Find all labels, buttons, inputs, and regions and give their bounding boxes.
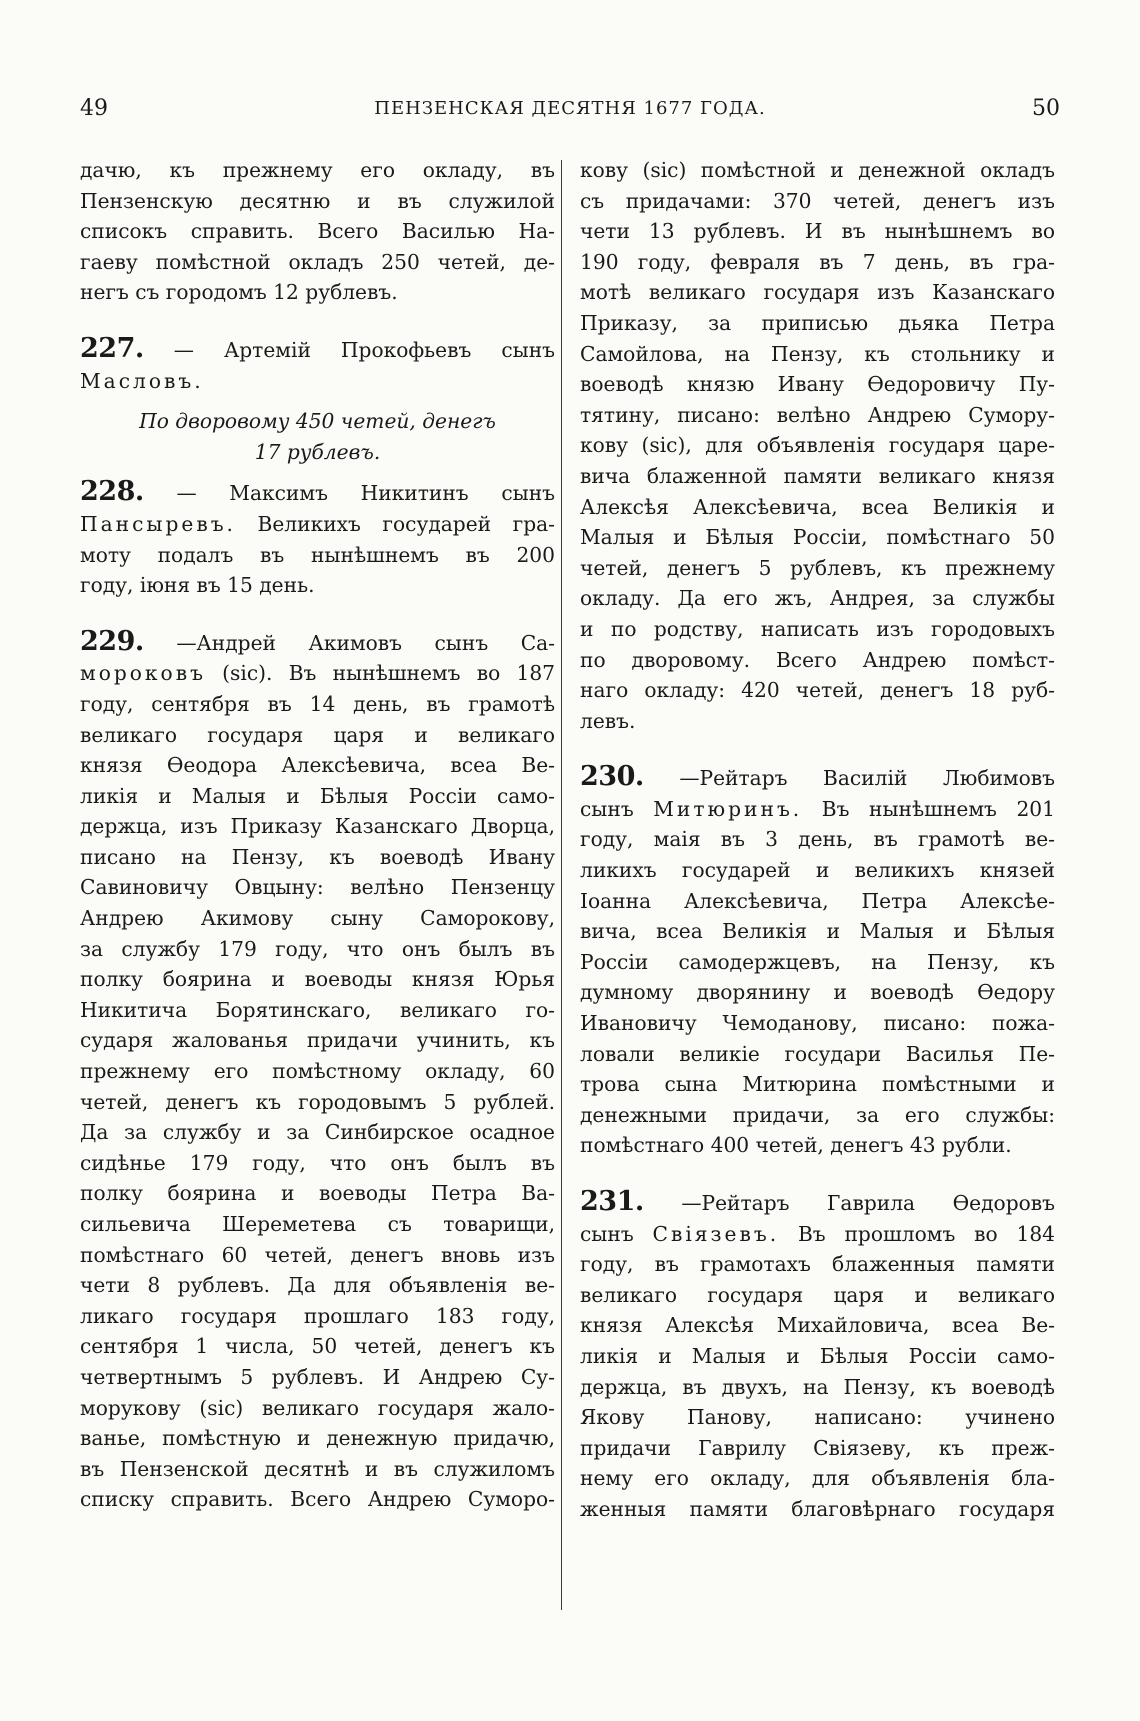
text-line: великаго государя царя и великаго (580, 1282, 1055, 1307)
text-line: году, іюня въ 15 день. (80, 573, 315, 598)
entry-body (580, 1249, 1055, 1524)
text-line: ликія и Малыя и Бѣлыя Россіи само- (80, 783, 555, 808)
entry-heading: —Рейтаръ Василій Любимовъ (679, 766, 1055, 791)
text-line: Якову Панову, написано: учинено (580, 1405, 1055, 1430)
text-line: ликія и Малыя и Бѣлыя Россіи само- (580, 1343, 1055, 1368)
text-line: тятину, писано: велѣно Андрею Сумору- (580, 402, 1055, 427)
entry-228 (80, 477, 555, 600)
text-line: наго окладу: 420 четей, денегъ 18 руб- (580, 678, 1055, 703)
column-divider (561, 160, 562, 1610)
continuation-paragraph (580, 155, 1055, 736)
entry-number: 228. (80, 476, 144, 508)
text-line: помѣстнаго 400 четей, денегъ 43 рубли. (580, 1133, 1012, 1158)
text-line: Іоанна Алексѣевича, Петра Алексѣе- (580, 888, 1055, 913)
text-line: списку справить. Всего Андрею Суморо- (80, 1487, 555, 1512)
entry-note: По дворовому 450 четей, денегъ (139, 409, 496, 434)
entry-230 (580, 762, 1055, 1161)
text-line: Приказу, за приписью дьяка Петра (580, 310, 1055, 335)
text-line: кову (sic) помѣстной и денежной окладъ (580, 158, 1055, 182)
intro-paragraph (80, 155, 555, 308)
text-line: ловали великіе государи Василья Пе- (580, 1041, 1055, 1066)
text-line: писано на Пензу, къ воеводѣ Ивану (80, 844, 555, 869)
text-line: Россіи самодержцевъ, на Пензу, къ (580, 949, 1055, 974)
entry-text: сынъ (580, 796, 634, 821)
text-line: ванье, помѣстную и денежную придачю, (80, 1426, 555, 1451)
entry-surname: Панcырeвъ. (80, 511, 236, 536)
entry-number: 229. (80, 625, 144, 657)
entry-surname: Митюринъ. (653, 796, 803, 821)
text-line: кову (sic), для объявленія государя царе- (580, 433, 1055, 458)
text-line: полку боярина и воеводы князя Юрья (80, 967, 555, 992)
text-line: гаеву помѣстной окладъ 250 четей, де- (80, 249, 555, 274)
entry-heading: —Рейтаръ Гаврила Ѳедоровъ (681, 1191, 1055, 1215)
text-line: четей, денегъ къ городовымъ 5 рублей. (80, 1089, 555, 1114)
text-line: прежнему его помѣстному окладу, 60 (80, 1059, 555, 1084)
entry-note: 17 рублевъ. (254, 439, 381, 464)
text-line: году, маія въ 3 день, въ грамотѣ ве- (580, 827, 1055, 852)
entry-heading: —Андрей Акимовъ сынъ Са- (176, 630, 556, 655)
running-header (80, 96, 1060, 132)
text-line: воеводѣ князю Ивану Ѳедоровичу Пу- (580, 372, 1055, 397)
text-line: ликаго государя прошлаго 183 году, (80, 1303, 555, 1328)
text-line: и по родству, написать изъ городовыхъ (580, 616, 1055, 641)
text-line: вича блаженной памяти великаго князя (580, 463, 1055, 488)
text-line: думному дворянину и воеводѣ Ѳедору (580, 980, 1055, 1005)
text-line: 190 году, февраля въ 7 день, въ гра- (580, 249, 1055, 274)
entry-heading: — Артемій Прокофьевъ сынъ (173, 337, 556, 362)
entry-surname: Масловъ. (80, 368, 204, 393)
text-line: денежными придачи, за его службы: (580, 1102, 1055, 1127)
text-line: сентября 1 числа, 50 четей, денегъ къ (80, 1334, 555, 1359)
entry-heading: — Максимъ Никитинъ сынъ (176, 481, 555, 506)
text-line: негъ съ городомъ 12 рублевъ. (80, 280, 398, 305)
text-line: моту подалъ въ нынѣшнемъ въ 200 (80, 542, 555, 567)
page-number-right: 50 (1032, 96, 1060, 121)
entry-227 (80, 334, 555, 467)
text-line: держца, изъ Приказу Казанскаго Дворца, (80, 814, 555, 839)
entry-231 (580, 1187, 1055, 1525)
text-line: Савиновичу Овцыну: велѣно Пензенцу (80, 875, 555, 900)
left-column (80, 155, 555, 1515)
text-line: сидѣнье 179 году, что онъ былъ въ (80, 1150, 555, 1175)
text-line: князя Ѳеодора Алексѣевича, всеа Ве- (80, 753, 555, 778)
page-number-left: 49 (80, 96, 108, 121)
entry-surname: Свіязевъ. (652, 1221, 780, 1246)
text-line: по дворовому. Всего Андрею помѣст- (580, 647, 1055, 672)
text-line: съ придачами: 370 четей, денегъ изъ (580, 188, 1055, 213)
entry-text: (sic). Въ нынѣшнемъ во 187 (222, 661, 556, 686)
text-line: году, сентября въ 14 день, въ грамотѣ (80, 691, 555, 716)
text-line: за службу 179 году, что онъ былъ въ (80, 936, 555, 961)
text-line: сильевича Шереметева съ товарищи, (80, 1212, 555, 1236)
text-line: великаго государя царя и великаго (80, 722, 555, 747)
text-line: держца, въ двухъ, на Пензу, къ воеводѣ (580, 1374, 1055, 1399)
text-line: дачю, къ прежнему его окладу, въ (80, 158, 555, 182)
entry-number: 230. (580, 761, 644, 793)
running-title: ПЕНЗЕНСКАЯ ДЕСЯТНЯ 1677 ГОДА. (374, 98, 766, 119)
entry-number: 227. (80, 332, 144, 364)
text-line: морукову (sic) великаго государя жало- (80, 1395, 555, 1420)
text-line: въ Пензенской десятнѣ и въ служиломъ (80, 1456, 555, 1481)
text-line: Алексѣя Алексѣевича, всеа Великія и (580, 494, 1055, 519)
entry-229 (80, 627, 555, 1515)
text-line: Малыя и Бѣлыя Россіи, помѣстнаго 50 (580, 525, 1055, 550)
text-line: Пензенскую десятню и въ служилой (80, 188, 555, 213)
text-line: четей, денегъ 5 рублевъ, къ прежнему (580, 555, 1055, 580)
text-line: вича, всеа Великія и Малыя и Бѣлыя (580, 919, 1055, 944)
text-line: женныя памяти благовѣрнаго государя (580, 1496, 1055, 1521)
entry-text: Великихъ государей гра- (257, 511, 556, 536)
entry-surname: мороковъ (80, 661, 206, 686)
right-column (580, 155, 1055, 1525)
text-line: князя Алексѣя Михайловича, всеа Ве- (580, 1313, 1055, 1338)
text-line: мотѣ великаго государя изъ Казанскаго (580, 280, 1055, 305)
entry-body (80, 689, 555, 1515)
text-line: Андрею Акимову сыну Саморокову, (80, 906, 555, 931)
text-line: трова сына Митюрина помѣстными и (580, 1072, 1055, 1097)
text-line: Да за службу и за Синбирское осадное (80, 1120, 555, 1145)
text-line: нему его окладу, для объявленія бла- (580, 1466, 1055, 1491)
text-line: Самойлова, на Пензу, къ стольнику и (580, 341, 1055, 366)
entry-text: Въ прошломъ во 184 (797, 1221, 1056, 1246)
entry-body (580, 824, 1055, 1161)
text-line: полку боярина и воеводы Петра Ва- (80, 1181, 555, 1206)
text-line: Никитича Борятинскаго, великаго го- (80, 997, 555, 1022)
text-line: сударя жалованья придачи учинить, къ (80, 1028, 555, 1053)
text-line: году, въ грамотахъ блаженныя памяти (580, 1252, 1055, 1277)
text-line: четвертнымъ 5 рублевъ. И Андрею Су- (80, 1364, 555, 1389)
text-line: левъ. (580, 708, 636, 733)
text-line: чети 8 рублевъ. Да для объявленія ве- (80, 1273, 555, 1298)
text-line: ликихъ государей и великихъ князей (580, 858, 1055, 883)
text-line: помѣстнаго 60 четей, денегъ вновь изъ (80, 1242, 555, 1267)
entry-text: сынъ (580, 1221, 634, 1246)
entry-number: 231. (580, 1186, 644, 1217)
text-line: чети 13 рублевъ. И въ нынѣшнемъ во (580, 219, 1055, 244)
entry-text: Въ нынѣшнемъ 201 (821, 796, 1055, 821)
text-line: Ивановичу Чемоданову, писано: пожа- (580, 1011, 1055, 1036)
text-line: списокъ справить. Всего Василью На- (80, 219, 555, 244)
text-line: придачи Гаврилу Свіязеву, къ преж- (580, 1435, 1055, 1460)
text-line: окладу. Да его жъ, Андрея, за службы (580, 586, 1055, 611)
entry-body (80, 540, 555, 601)
